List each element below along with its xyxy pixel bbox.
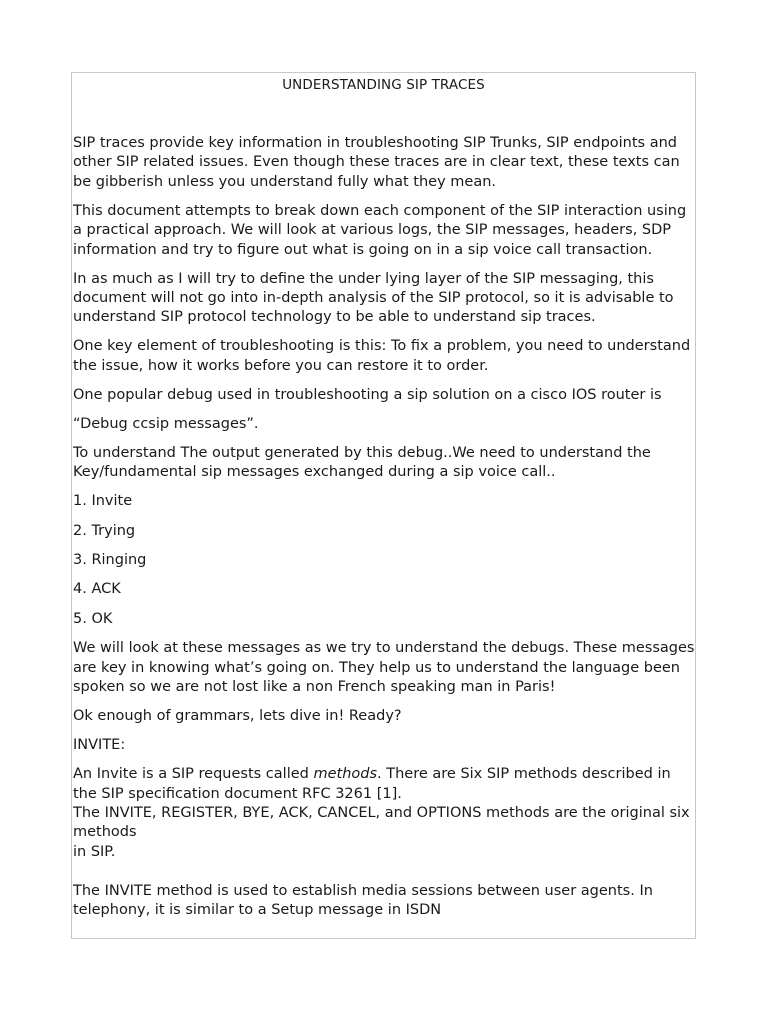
- paragraph-ready: Ok enough of grammars, lets dive in! Ready?: [73, 708, 402, 725]
- paragraph-understand-output: To understand The output generated by this debug..We need to understand the Key/fundamental sip messages exchanged during a sip voice call..: [73, 444, 651, 481]
- document-body: [73, 134, 696, 930]
- list-item: 4. ACK: [73, 581, 121, 598]
- invite-text-pre: An Invite is a SIP requests called: [73, 766, 314, 783]
- list-item: 1. Invite: [73, 493, 133, 510]
- paragraph-popular-debug: One popular debug used in troubleshooting a sip solution on a cisco IOS router is: [73, 386, 662, 403]
- invite-text-post: . There are Six SIP methods described in the SIP specification document RFC 3261 [1].: [73, 766, 671, 802]
- paragraph-invite-definition: [73, 765, 696, 920]
- paragraph-key-element: One key element of troubleshooting is this: To fix a problem, you need to understand the issue, how it works before you can restore it to order.: [73, 338, 691, 374]
- invite-method-purpose: The INVITE method is used to establish media sessions between user agents. In telephony, it is similar to a Setup message in ISDN: [73, 882, 653, 918]
- list-item: 3. Ringing: [73, 552, 147, 569]
- invite-in-sip: in SIP.: [73, 843, 116, 860]
- paragraph-debug-command: “Debug ccsip messages”.: [73, 415, 259, 432]
- paragraph-intro: SIP traces provide key information in troubleshooting SIP Trunks, SIP endpoints and other SIP related issues. Even though these traces are in clear text, these texts can be gibberish unless you understand fully what they mean.: [73, 135, 680, 190]
- invite-text-emphasis: methods: [313, 766, 378, 783]
- paragraph-purpose: This document attempts to break down each component of the SIP interaction using a practical approach. We will look at various logs, the SIP messages, headers, SDP information and try to figure out what is going on in a sip voice call transaction.: [73, 202, 687, 258]
- list-item: 2. Trying: [73, 522, 136, 539]
- document-title: UNDERSTANDING SIP TRACES: [282, 77, 485, 93]
- paragraph-messages: We will look at these messages as we try to understand the debugs. These messages are key in knowing what’s going on. They help us to understand the language been spoken so we are not lost like a non French speaking man in Paris!: [73, 640, 695, 696]
- list-item: 5. OK: [73, 610, 113, 627]
- paragraph-scope: In as much as I will try to define the under lying layer of the SIP messaging, this document will not go into in-depth analysis of the SIP protocol, so it is advisable to understand SIP protocol technology to be able to understand sip traces.: [73, 270, 674, 326]
- section-heading-invite: INVITE:: [73, 737, 126, 754]
- document-page: [71, 72, 696, 939]
- invite-methods-list: The INVITE, REGISTER, BYE, ACK, CANCEL, and OPTIONS methods are the original six methods: [73, 804, 690, 841]
